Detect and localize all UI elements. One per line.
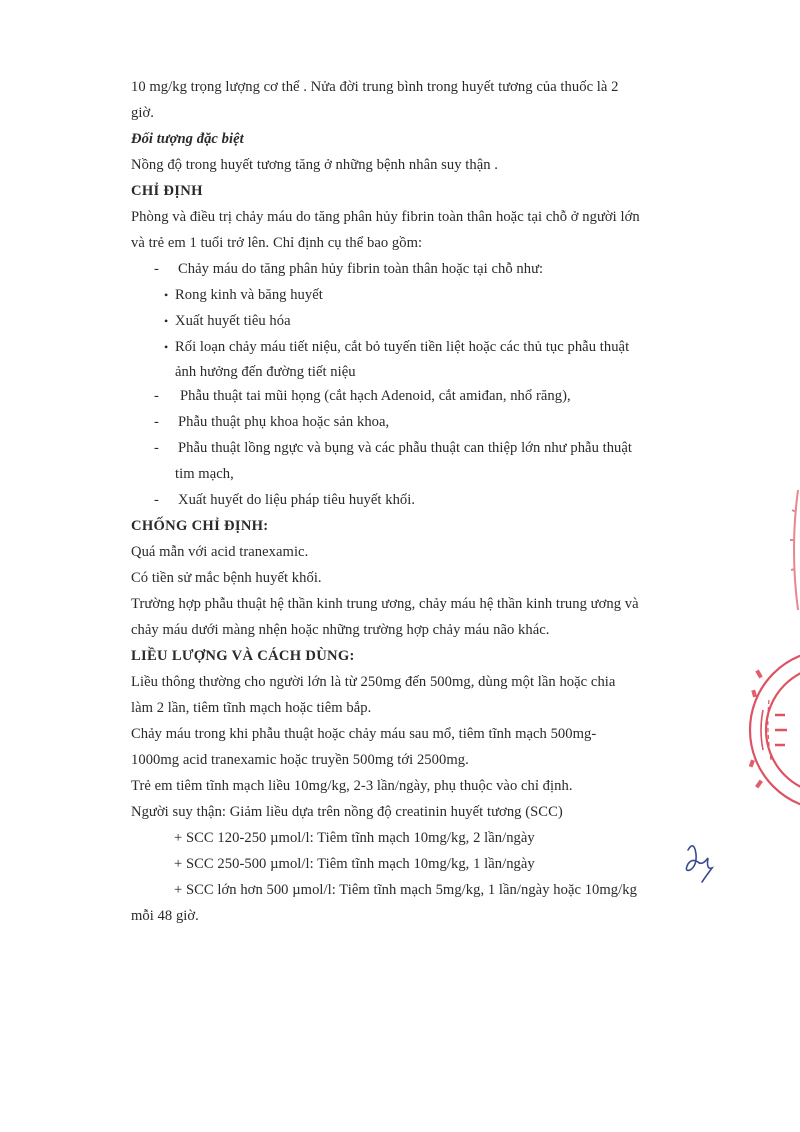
text-line: Trường hợp phẫu thuật hệ thần kinh trung ương, chảy máu hệ thần kinh trung ương và — [131, 596, 639, 612]
text-line: làm 2 lần, tiêm tĩnh mạch hoặc tiêm bắp. — [131, 700, 372, 716]
signature-initials-icon — [680, 838, 720, 888]
text-line: và trẻ em 1 tuổi trở lên. Chỉ định cụ thể bao gồm: — [131, 235, 423, 251]
text-line: Chảy máu trong khi phẫu thuật hoặc chảy máu sau mổ, tiêm tĩnh mạch 500mg- — [131, 726, 597, 742]
dose-rule: + SCC lớn hơn 500 µmol/l: Tiêm tĩnh mạch 5mg/kg, 1 lần/ngày hoặc 10mg/kg — [174, 882, 637, 898]
text-line: chảy máu dưới màng nhện hoặc những trường hợp chảy máu não khác. — [131, 622, 550, 638]
text-line: Nồng độ trong huyết tương tăng ở những bệnh nhân suy thận . — [131, 157, 498, 173]
dose-rule: + SCC 120-250 µmol/l: Tiêm tĩnh mạch 10mg/kg, 2 lần/ngày — [174, 830, 535, 846]
subheading-special-population: Đối tượng đặc biệt — [131, 131, 244, 147]
list-item: Rối loạn chảy máu tiết niệu, cắt bỏ tuyến tiền liệt hoặc các thủ tục phẫu thuật — [175, 339, 630, 355]
section-heading-indications: CHỈ ĐỊNH — [131, 183, 203, 199]
bullet-marker: • — [164, 288, 169, 302]
text-line: Trẻ em tiêm tĩnh mạch liều 10mg/kg, 2-3 lần/ngày, phụ thuộc vào chỉ định. — [131, 778, 573, 794]
dose-rule: + SCC 250-500 µmol/l: Tiêm tĩnh mạch 10mg/kg, 1 lần/ngày — [174, 856, 535, 872]
text-line: Người suy thận: Giảm liều dựa trên nồng độ creatinin huyết tương (SCC) — [131, 804, 563, 820]
list-item: Phẫu thuật tai mũi họng (cắt hạch Adenoid, cắt amiđan, nhổ răng), — [180, 388, 571, 404]
bullet-marker: • — [164, 340, 169, 354]
dash-marker: - — [154, 492, 159, 508]
list-item-continued: tim mạch, — [175, 466, 234, 482]
dash-marker: - — [154, 388, 159, 404]
text-line: Liều thông thường cho người lớn là từ 250mg đến 500mg, dùng một lần hoặc chia — [131, 674, 616, 690]
text-line: giờ. — [131, 105, 154, 121]
text-line: 10 mg/kg trọng lượng cơ thể . Nửa đời trung bình trong huyết tương của thuốc là 2 — [131, 79, 619, 95]
text-line: 1000mg acid tranexamic hoặc truyền 500mg tới 2500mg. — [131, 752, 469, 768]
list-item-continued: ảnh hưởng đến đường tiết niệu — [175, 364, 356, 380]
list-item: Rong kinh và băng huyết — [175, 287, 323, 303]
list-item: Xuất huyết do liệu pháp tiêu huyết khối. — [178, 492, 416, 508]
bullet-marker: • — [164, 314, 169, 328]
stamp-fragment-icon — [780, 480, 800, 620]
dash-marker: - — [154, 440, 159, 456]
list-item: Xuất huyết tiêu hóa — [175, 313, 291, 329]
list-item: Phẫu thuật lồng ngực và bụng và các phẫu thuật can thiệp lớn như phẫu thuật — [178, 440, 633, 456]
text-line: Phòng và điều trị chảy máu do tăng phân hủy fibrin toàn thân hoặc tại chỗ ở người lớn — [131, 209, 640, 225]
seal-stamp-icon — [735, 640, 800, 820]
text-line: Có tiền sử mắc bệnh huyết khối. — [131, 570, 322, 586]
list-item: Phẫu thuật phụ khoa hoặc sản khoa, — [178, 414, 390, 430]
dash-marker: - — [154, 414, 159, 430]
section-heading-contraindications: CHỐNG CHỈ ĐỊNH: — [131, 518, 269, 534]
dash-marker: - — [154, 261, 159, 277]
text-line: mỗi 48 giờ. — [131, 908, 199, 924]
section-heading-dosage: LIỀU LƯỢNG VÀ CÁCH DÙNG: — [131, 648, 355, 664]
list-item: Chảy máu do tăng phân hủy fibrin toàn thân hoặc tại chỗ như: — [178, 261, 544, 277]
text-line: Quá mẫn với acid tranexamic. — [131, 544, 309, 560]
